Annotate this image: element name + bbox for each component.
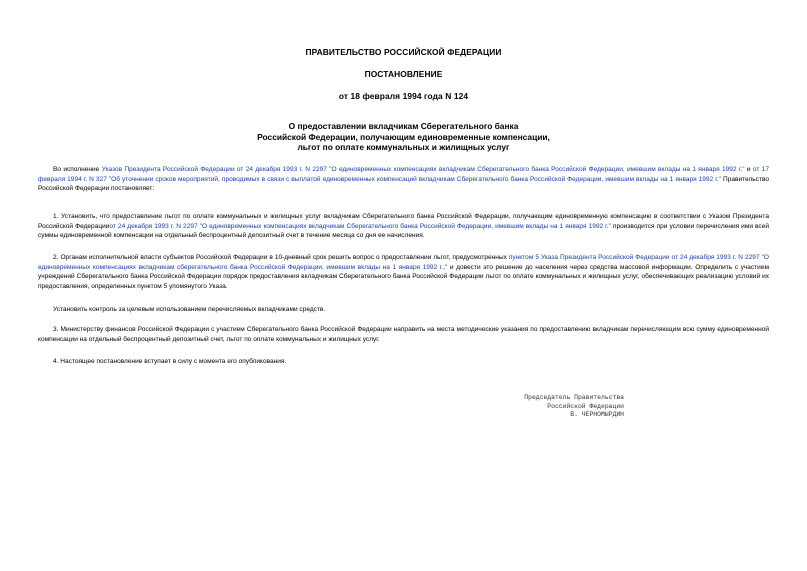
- item-1-text-b: производится при условии перечисления ими всей суммы единовременной компенсации на отдельный беспроцентный депозитный счет в течение месяца со дня ее начисления.: [38, 222, 769, 240]
- item-1-text-a: 1. Установить, что предоставление льгот по оплате коммунальных и жилищных услуг вкладчикам Сберегательного банка Российской Федерации, получающим единовременную компенсацию в соответствии с Указом Президента Российской Федерации: [38, 213, 769, 230]
- preamble-text-a: Во исполнение: [53, 166, 102, 173]
- paragraph-item-1: [38, 212, 769, 241]
- signature-line-2: Российской Федерации: [547, 402, 624, 410]
- item-1-decree-link[interactable]: от 24 декабря 1993 г. N 2297 "О единовременных компенсациях вкладчикам Сберегательного банка Российской Федерации, имевшим вклады на 1 января 1992 г.": [109, 222, 611, 230]
- signature-line-1: Председатель Правительства: [524, 394, 624, 401]
- paragraph-item-2: [38, 253, 769, 291]
- item-2-decree-link[interactable]: пунктом 5 Указа Президента Российской Федерации от 24 декабря 1993 г. N 2297 "О единовременных компенсациях вкладчикам сберегательного банка Российской Федерации, имевшим вклады на 1 января 1992 г.,": [38, 254, 769, 271]
- title-line-1: О предоставлении вкладчикам Сберегательного банка: [288, 121, 519, 131]
- preamble-text-b: и: [744, 166, 753, 173]
- paragraph-preamble: [38, 165, 769, 194]
- decree-327-link[interactable]: от 17 февраля 1994 г. N 327 "Об уточнении сроков мероприятий, проводимых в связи с выплатой единовременных компенсаций вкладчикам Сберегательного банка Российской Федерации, имевшим вклады на 1 января 1992 г.": [38, 166, 769, 183]
- item-2-text-a: 2. Органам исполнительной власти субъектов Российской Федерации в 10-дневный срок решить вопрос о предоставлении льгот, предусмотренных: [53, 254, 509, 261]
- government-heading: ПРАВИТЕЛЬСТВО РОССИЙСКОЙ ФЕДЕРАЦИИ: [305, 47, 502, 57]
- signature-line-3: В. ЧЕРНОМЫРДИН: [570, 411, 624, 419]
- item-2-text-b: и довести это решение до населения через средства массовой информации. Определить с участием учреждений Сберегательного банка Российской Федерации порядок предоставления вкладчикам Сберегательного банка Российской Федерации льгот по оплате коммунальных и жилищных услуг, обеспечивающих реализацию условий их предоставления, определенных пунктом 5 упомянутого Указа.: [38, 263, 769, 290]
- signature-block: [498, 394, 624, 420]
- preamble-text-c: Правительство Российской Федерации постановляет:: [38, 175, 770, 193]
- paragraph-control: Установить контроль за целевым использованием перечисляемых вкладчиками средств.: [53, 306, 326, 313]
- title-line-2: Российской Федерации, получающим единовременные компенсации,: [257, 131, 550, 142]
- document-title: [0, 121, 807, 153]
- paragraph-item-4: 4. Настоящее постановление вступает в силу с момента его опубликования.: [53, 358, 287, 365]
- title-line-3: льгот по оплате коммунальных и жилищных услуг: [297, 142, 510, 153]
- paragraph-item-3: 3. Министерству финансов Российской Федерации с участием Сберегательного банка Российской Федерации направить на места методические указания по предоставлению вкладчикам перечисляющим всю сумму единовременной компенсации на отдельный беспроцентный депозитный счет, льгот по оплате коммунальных и жилищных услуг.: [38, 326, 769, 343]
- document-type-heading: ПОСТАНОВЛЕНИЕ: [364, 69, 443, 79]
- date-number-heading: от 18 февраля 1994 года N 124: [338, 91, 469, 101]
- decree-2297-link[interactable]: Указов Президента Российской Федерации от 24 декабря 1993 г. N 2297 "О единовременных компенсациях вкладчикам Сберегательного банка Российской Федерации, имевшим вклады на 1 января 1992 г.": [101, 166, 745, 173]
